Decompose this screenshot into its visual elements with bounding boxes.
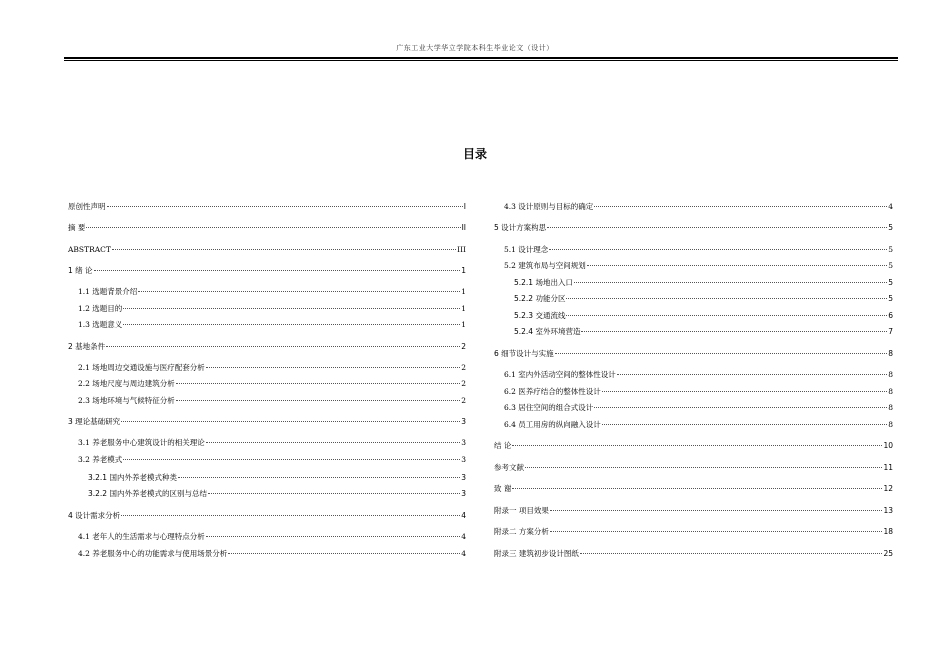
toc-entry-page: 3	[461, 417, 466, 426]
toc-entry-page: 1	[461, 320, 466, 329]
toc-entry-label: 6.3 居住空间的组合式设计	[504, 403, 594, 412]
toc-entry-label: 5.2.1 场地出入口	[514, 278, 573, 287]
toc-entry-page: 4	[461, 532, 466, 541]
toc-entry-page: 25	[883, 549, 893, 558]
toc-dot-leader	[566, 315, 887, 316]
toc-entry-page: 8	[888, 349, 893, 358]
toc-entry-label: 3.2.2 国内外养老模式的区别与总结	[88, 489, 207, 498]
toc-entry-page: 5	[888, 245, 893, 254]
toc-entry-label: 摘 要	[68, 223, 86, 232]
toc-entry-page: 12	[883, 484, 893, 493]
toc-entry-label: 3.2 养老模式	[78, 455, 123, 464]
toc-entry-label: 1.1 选题背景介绍	[78, 287, 138, 296]
toc-entry[interactable]	[494, 245, 893, 255]
toc-entry-page: 3	[461, 455, 466, 464]
toc-dot-leader	[176, 400, 460, 401]
toc-entry-label: 参考文献	[494, 463, 524, 472]
toc-dot-leader	[549, 249, 887, 250]
toc-entry-page: 8	[888, 403, 893, 412]
toc-entry[interactable]	[494, 441, 893, 451]
toc-entry-label: 3.2.1 国内外养老模式种类	[88, 473, 177, 482]
toc-entry[interactable]	[494, 311, 893, 321]
toc-entry[interactable]	[68, 396, 466, 406]
toc-entry-page: 2	[461, 342, 466, 351]
toc-entry-label: 1 绪 论	[68, 266, 93, 275]
toc-entry[interactable]	[68, 438, 466, 448]
toc-entry-page: 4	[461, 511, 466, 520]
toc-dot-leader	[138, 291, 460, 292]
toc-dot-leader	[550, 531, 883, 532]
toc-entry[interactable]	[494, 223, 893, 233]
toc-entry[interactable]	[494, 294, 893, 304]
toc-entry-label: 附录一 项目效果	[494, 506, 549, 515]
toc-entry-label: 6.2 医养疗结合的整体性设计	[504, 387, 601, 396]
toc-dot-leader	[525, 467, 882, 468]
toc-entry-page: 3	[461, 489, 466, 498]
toc-entry[interactable]	[494, 527, 893, 537]
toc-entry-page: III	[457, 245, 466, 254]
toc-entry-label: 4.2 养老服务中心的功能需求与使用场景分析	[78, 549, 228, 558]
toc-entry-page: 10	[883, 441, 893, 450]
toc-entry-label: 结 论	[494, 441, 512, 450]
toc-entry[interactable]	[494, 420, 893, 430]
toc-dot-leader	[580, 553, 883, 554]
toc-dot-leader	[94, 270, 461, 271]
toc-entry-page: 11	[883, 463, 893, 472]
toc-entry-page: 3	[461, 473, 466, 482]
toc-dot-leader	[123, 459, 460, 460]
toc-entry[interactable]	[494, 387, 893, 397]
toc-entry[interactable]	[68, 223, 466, 233]
toc-dot-leader	[602, 391, 887, 392]
toc-entry[interactable]	[68, 342, 466, 352]
toc-dot-leader	[587, 265, 887, 266]
toc-entry-label: 6 细节设计与实施	[494, 349, 554, 358]
toc-entry-label: 原创性声明	[68, 202, 106, 211]
toc-entry-page: 2	[461, 379, 466, 388]
toc-entry-page: 5	[888, 294, 893, 303]
toc-entry-label: 2 基地条件	[68, 342, 106, 351]
toc-entry-label: 4.1 老年人的生活需求与心理特点分析	[78, 532, 205, 541]
toc-entry-label: 5.2.3 交通流线	[514, 311, 566, 320]
toc-entry-label: 5.2.4 室外环境营造	[514, 327, 581, 336]
toc-dot-leader	[206, 442, 460, 443]
toc-entry-page: 1	[461, 287, 466, 296]
toc-dot-leader	[547, 227, 887, 228]
toc-entry[interactable]	[494, 202, 893, 212]
toc-entry[interactable]	[68, 202, 466, 212]
toc-entry-page: 2	[461, 396, 466, 405]
toc-entry-label: 4.3 设计原则与目标的确定	[504, 202, 594, 211]
toc-entry-label: 2.1 场地周边交通设施与医疗配套分析	[78, 363, 205, 372]
toc-entry-label: 6.1 室内外活动空间的整体性设计	[504, 370, 616, 379]
toc-entry[interactable]	[68, 266, 466, 276]
toc-entry[interactable]	[68, 417, 466, 427]
toc-entry-label: 2.3 场地环境与气候特征分析	[78, 396, 175, 405]
toc-dot-leader	[566, 298, 887, 299]
toc-dot-leader	[228, 553, 460, 554]
toc-entry[interactable]	[494, 327, 893, 337]
toc-entry-label: 5 设计方案构思	[494, 223, 547, 232]
toc-dot-leader	[594, 206, 887, 207]
toc-dot-leader	[206, 536, 460, 537]
toc-entry-label: 2.2 场地尺度与周边建筑分析	[78, 379, 175, 388]
toc-entry-label: 5.1 设计理念	[504, 245, 549, 254]
toc-dot-leader	[107, 206, 463, 207]
toc-entry-page: 18	[883, 527, 893, 536]
toc-entry-page: 4	[461, 549, 466, 558]
toc-entry-page: 7	[888, 327, 893, 336]
toc-dot-leader	[121, 515, 460, 516]
page-header: 广东工业大学华立学院本科生毕业论文（设计）	[396, 44, 554, 52]
toc-entry[interactable]	[68, 511, 466, 521]
header-rule-thick	[64, 57, 898, 59]
toc-entry-label: 3.1 养老服务中心建筑设计的相关理论	[78, 438, 205, 447]
toc-dot-leader	[123, 308, 460, 309]
toc-entry[interactable]	[494, 484, 893, 494]
toc-dot-leader	[512, 445, 882, 446]
toc-dot-leader	[121, 421, 460, 422]
toc-entry-label: 1.2 选题目的	[78, 304, 123, 313]
toc-entry-label: 6.4 员工用房的纵向融入设计	[504, 420, 601, 429]
toc-dot-leader	[112, 249, 456, 250]
toc-entry-page: 5	[888, 223, 893, 232]
toc-entry[interactable]	[494, 349, 893, 359]
header-rule-thin	[64, 60, 898, 61]
toc-entry[interactable]	[494, 403, 893, 413]
toc-entry[interactable]	[68, 363, 466, 373]
toc-entry[interactable]	[68, 489, 466, 499]
toc-entry[interactable]	[494, 261, 893, 271]
toc-dot-leader	[555, 353, 888, 354]
toc-entry[interactable]	[494, 549, 893, 559]
toc-entry-page: 8	[888, 370, 893, 379]
toc-entry-page: 6	[888, 311, 893, 320]
toc-entry[interactable]	[494, 370, 893, 380]
toc-dot-leader	[594, 407, 887, 408]
toc-entry-page: 3	[461, 438, 466, 447]
toc-title: 目录	[462, 147, 487, 161]
toc-entry-label: 5.2 建筑布局与空间规划	[504, 261, 586, 270]
toc-entry-page: 5	[888, 261, 893, 270]
toc-dot-leader	[123, 324, 460, 325]
toc-entry[interactable]	[68, 320, 466, 330]
toc-entry[interactable]	[68, 549, 466, 559]
toc-entry[interactable]	[68, 287, 466, 297]
toc-entry-page: 13	[883, 506, 893, 515]
toc-entry-label: 5.2.2 功能分区	[514, 294, 566, 303]
toc-dot-leader	[581, 331, 887, 332]
toc-dot-leader	[208, 493, 460, 494]
toc-entry[interactable]	[494, 278, 893, 288]
toc-dot-leader	[602, 424, 887, 425]
toc-entry[interactable]	[68, 379, 466, 389]
toc-entry-page: 2	[461, 363, 466, 372]
toc-dot-leader	[86, 227, 460, 228]
toc-entry[interactable]	[68, 473, 466, 483]
toc-entry-page: 8	[888, 387, 893, 396]
toc-dot-leader	[617, 374, 887, 375]
toc-entry-label: 致 谢	[494, 484, 512, 493]
toc-dot-leader	[512, 488, 882, 489]
toc-entry-page: 1	[461, 304, 466, 313]
toc-entry-label: 附录三 建筑初步设计图纸	[494, 549, 579, 558]
toc-dot-leader	[106, 346, 460, 347]
toc-dot-leader	[178, 477, 460, 478]
toc-entry-label: 3 理论基础研究	[68, 417, 121, 426]
toc-entry-label: 1.3 选题意义	[78, 320, 123, 329]
toc-dot-leader	[550, 510, 883, 511]
toc-entry[interactable]	[494, 463, 893, 473]
toc-entry[interactable]	[494, 506, 893, 516]
toc-entry-label: ABSTRACT	[68, 245, 111, 254]
toc-entry-page: II	[461, 223, 466, 232]
toc-entry-page: I	[463, 202, 466, 211]
toc-entry[interactable]	[68, 304, 466, 314]
toc-entry[interactable]	[68, 455, 466, 465]
toc-entry-label: 附录二 方案分析	[494, 527, 549, 536]
toc-entry[interactable]	[68, 245, 466, 255]
toc-entry-page: 4	[888, 202, 893, 211]
toc-dot-leader	[176, 383, 460, 384]
toc-entry-page: 8	[888, 420, 893, 429]
toc-entry-label: 4 设计需求分析	[68, 511, 121, 520]
toc-dot-leader	[574, 282, 887, 283]
toc-entry-page: 1	[461, 266, 466, 275]
toc-dot-leader	[206, 367, 460, 368]
toc-entry[interactable]	[68, 532, 466, 542]
toc-entry-page: 5	[888, 278, 893, 287]
